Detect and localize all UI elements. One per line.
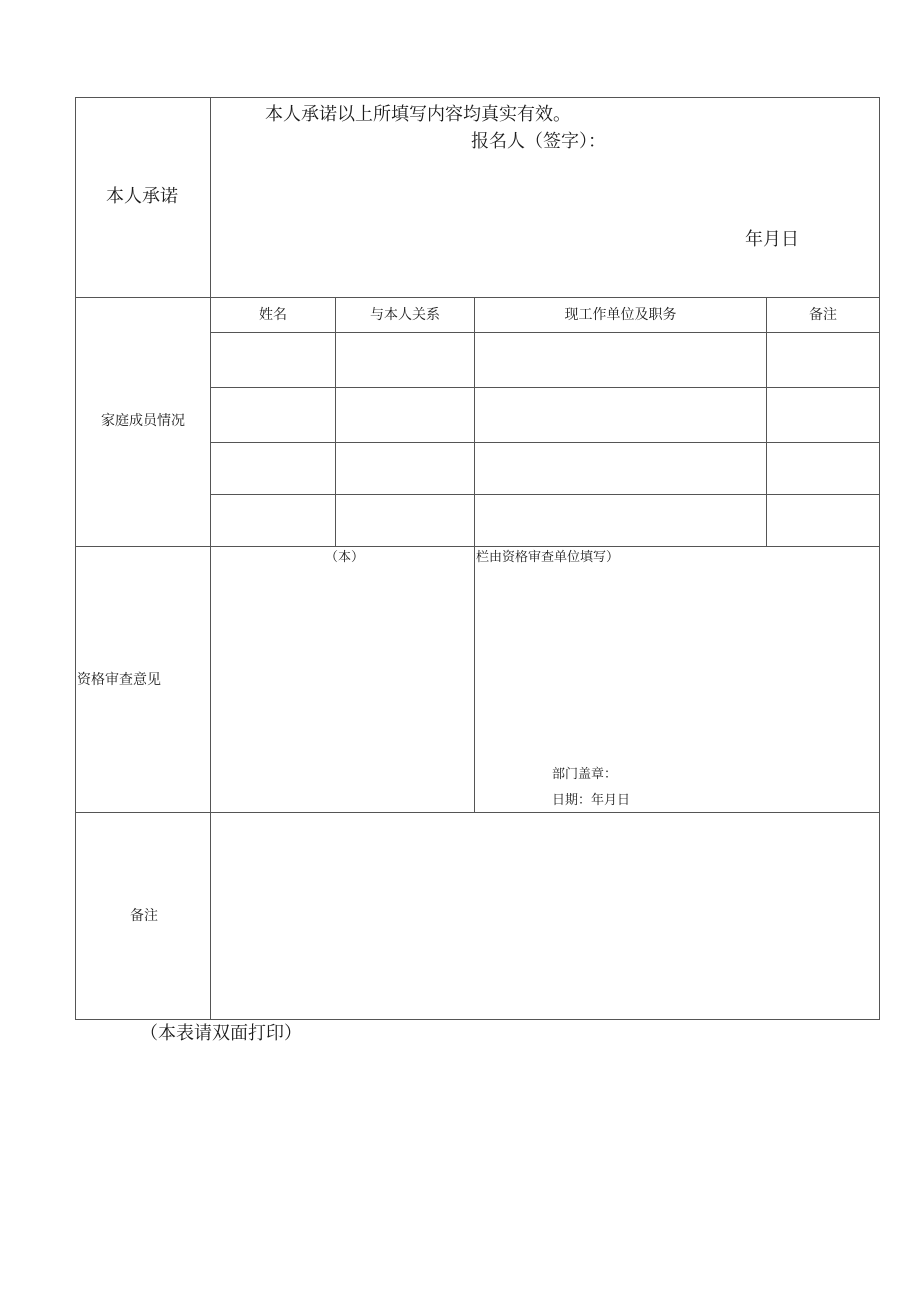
border-left [75,97,76,1020]
divider-promise-family [75,297,880,298]
print-note: （本表请双面打印） [140,1023,302,1044]
family-header-name: 姓名 [259,307,287,323]
label-column-divider [210,97,211,1020]
review-label: 资格审查意见 [77,672,161,688]
department-stamp-label: 部门盖章： [552,767,618,782]
family-cell[interactable] [211,388,335,442]
border-top [75,97,880,98]
family-cell[interactable] [767,495,879,546]
family-cell[interactable] [475,388,766,442]
family-cell[interactable] [767,333,879,387]
family-header-employer: 现工作单位及职务 [564,307,677,323]
remarks-field[interactable] [212,814,878,1018]
family-cell[interactable] [211,443,335,494]
divider-family-review [75,546,880,547]
family-cell[interactable] [211,495,335,546]
family-cell[interactable] [475,333,766,387]
family-cell[interactable] [336,443,474,494]
review-date: 日期：年月日 [552,793,631,808]
family-label: 家庭成员情况 [101,413,185,429]
family-cell[interactable] [336,495,474,546]
family-header-relation: 与本人关系 [370,307,440,323]
review-note-right: 栏由资格审查单位填写） [476,550,620,565]
family-cell[interactable] [475,443,766,494]
family-cell[interactable] [767,388,879,442]
border-bottom [75,1019,880,1020]
family-cell[interactable] [211,333,335,387]
family-header-remarks: 备注 [809,307,837,323]
family-cell[interactable] [336,388,474,442]
family-cell[interactable] [767,443,879,494]
family-cell[interactable] [336,333,474,387]
remarks-label: 备注 [130,908,158,924]
family-cell[interactable] [475,495,766,546]
promise-statement: 本人承诺以上所填写内容均真实有效。 [265,104,571,125]
signature-label: 报名人（签字）： [471,131,606,152]
promise-date: 年月日 [745,229,799,250]
divider-review-remarks [75,812,880,813]
promise-label: 本人承诺 [106,186,178,207]
review-note-left: （本） [325,550,365,565]
border-right [879,97,880,1020]
